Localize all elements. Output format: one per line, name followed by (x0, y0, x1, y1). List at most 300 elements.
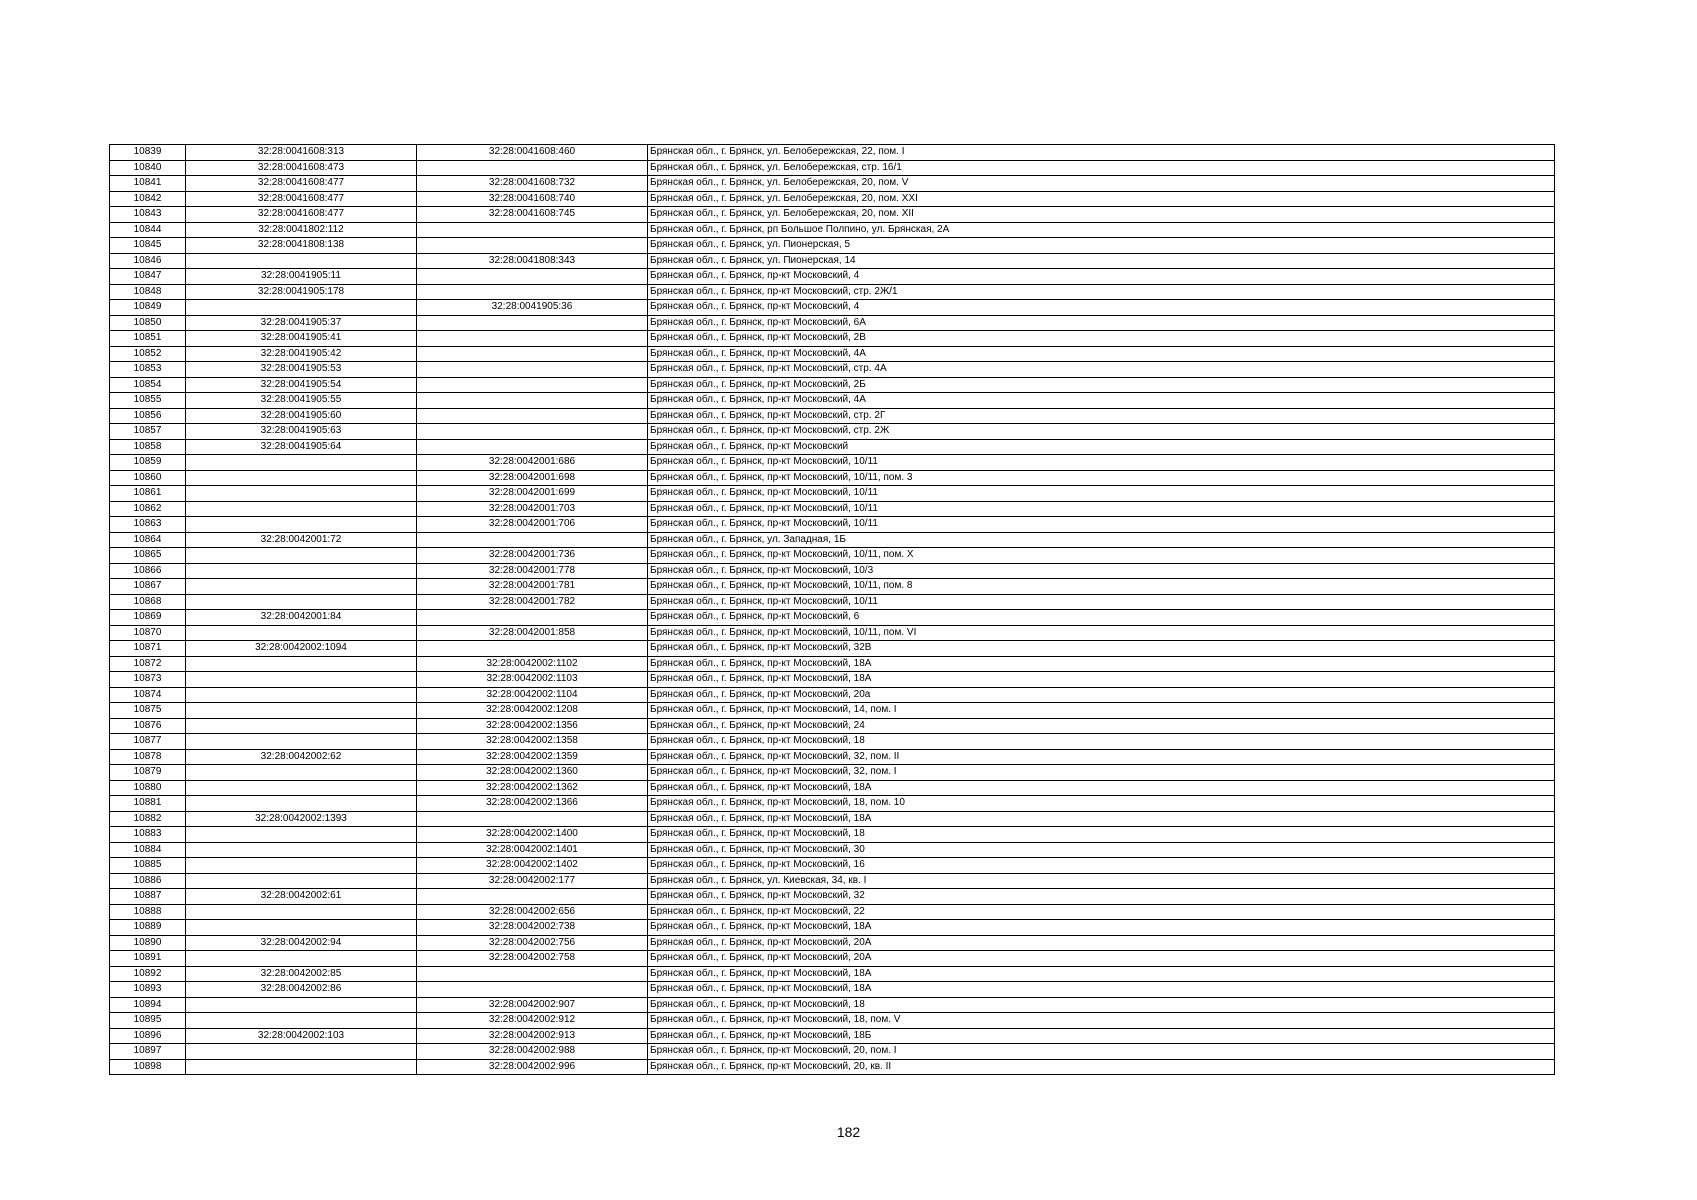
table-row (110, 889, 1555, 905)
cadastral-number-cell (186, 873, 417, 889)
address-cell: Брянская обл., г. Брянск, пр-кт Московский, 24 (648, 718, 1555, 734)
row-number-cell: 10867 (110, 579, 186, 595)
table-row (110, 1013, 1555, 1029)
table-row (110, 997, 1555, 1013)
cadastral-number-cell (186, 687, 417, 703)
address-cell: Брянская обл., г. Брянск, пр-кт Московский, 20, пом. I (648, 1044, 1555, 1060)
object-cadastral-number-cell (417, 222, 648, 238)
object-cadastral-number-cell: 32:28:0042002:1366 (417, 796, 648, 812)
table-row (110, 455, 1555, 471)
cadastral-number-cell (186, 625, 417, 641)
address-cell: Брянская обл., г. Брянск, пр-кт Московский, 32, пом. I (648, 765, 1555, 781)
address-cell: Брянская обл., г. Брянск, пр-кт Московский, 18А (648, 920, 1555, 936)
object-cadastral-number-cell (417, 346, 648, 362)
cadastral-number-cell (186, 734, 417, 750)
table-row (110, 982, 1555, 998)
table-row (110, 331, 1555, 347)
cadastral-number-cell (186, 594, 417, 610)
cadastral-number-cell: 32:28:0042002:86 (186, 982, 417, 998)
table-row (110, 191, 1555, 207)
row-number-cell: 10865 (110, 548, 186, 564)
table-row (110, 920, 1555, 936)
address-cell: Брянская обл., г. Брянск, пр-кт Московский, 18А (648, 656, 1555, 672)
table-row (110, 594, 1555, 610)
cadastral-number-cell: 32:28:0041905:37 (186, 315, 417, 331)
object-cadastral-number-cell: 32:28:0042001:686 (417, 455, 648, 471)
address-cell: Брянская обл., г. Брянск, пр-кт Московский, 18, пом. V (648, 1013, 1555, 1029)
cadastral-number-cell (186, 842, 417, 858)
row-number-cell: 10863 (110, 517, 186, 533)
object-cadastral-number-cell: 32:28:0042002:1359 (417, 749, 648, 765)
object-cadastral-number-cell: 32:28:0042002:1103 (417, 672, 648, 688)
table-row (110, 842, 1555, 858)
table-row (110, 873, 1555, 889)
table-row (110, 563, 1555, 579)
cadastral-number-cell: 32:28:0041905:60 (186, 408, 417, 424)
row-number-cell: 10852 (110, 346, 186, 362)
address-cell: Брянская обл., г. Брянск, пр-кт Московский, 20А (648, 951, 1555, 967)
cadastral-number-cell (186, 796, 417, 812)
cadastral-number-cell (186, 780, 417, 796)
row-number-cell: 10886 (110, 873, 186, 889)
row-number-cell: 10858 (110, 439, 186, 455)
address-cell: Брянская обл., г. Брянск, ул. Белобережская, стр. 16/1 (648, 160, 1555, 176)
object-cadastral-number-cell (417, 160, 648, 176)
object-cadastral-number-cell (417, 331, 648, 347)
table-row (110, 517, 1555, 533)
object-cadastral-number-cell: 32:28:0042002:996 (417, 1059, 648, 1075)
row-number-cell: 10873 (110, 672, 186, 688)
row-number-cell: 10868 (110, 594, 186, 610)
table-row (110, 532, 1555, 548)
row-number-cell: 10854 (110, 377, 186, 393)
address-cell: Брянская обл., г. Брянск, пр-кт Московский, 10/11 (648, 455, 1555, 471)
cadastral-number-cell: 32:28:0041608:313 (186, 145, 417, 161)
table-row (110, 238, 1555, 254)
row-number-cell: 10844 (110, 222, 186, 238)
address-cell: Брянская обл., г. Брянск, пр-кт Московский, 10/11 (648, 594, 1555, 610)
address-cell: Брянская обл., г. Брянск, ул. Киевская, 34, кв. I (648, 873, 1555, 889)
cadastral-number-cell: 32:28:0042002:103 (186, 1028, 417, 1044)
table-row (110, 718, 1555, 734)
row-number-cell: 10884 (110, 842, 186, 858)
row-number-cell: 10893 (110, 982, 186, 998)
cadastral-number-cell: 32:28:0041802:112 (186, 222, 417, 238)
cadastral-number-cell (186, 904, 417, 920)
address-cell: Брянская обл., г. Брянск, пр-кт Московский, стр. 4А (648, 362, 1555, 378)
table-row (110, 579, 1555, 595)
object-cadastral-number-cell (417, 610, 648, 626)
address-cell: Брянская обл., г. Брянск, пр-кт Московский, 10/11, пом. 8 (648, 579, 1555, 595)
object-cadastral-number-cell: 32:28:0042001:778 (417, 563, 648, 579)
row-number-cell: 10855 (110, 393, 186, 409)
object-cadastral-number-cell: 32:28:0042002:913 (417, 1028, 648, 1044)
table-row (110, 966, 1555, 982)
cadastral-number-cell: 32:28:0042002:85 (186, 966, 417, 982)
table-row (110, 672, 1555, 688)
table-row (110, 145, 1555, 161)
object-cadastral-number-cell: 32:28:0042002:1102 (417, 656, 648, 672)
address-cell: Брянская обл., г. Брянск, пр-кт Московский, стр. 2Ж/1 (648, 284, 1555, 300)
cadastral-number-cell: 32:28:0041905:63 (186, 424, 417, 440)
cadastral-number-cell: 32:28:0041905:55 (186, 393, 417, 409)
cadastral-number-cell: 32:28:0041608:477 (186, 207, 417, 223)
address-cell: Брянская обл., г. Брянск, пр-кт Московский, 30 (648, 842, 1555, 858)
row-number-cell: 10895 (110, 1013, 186, 1029)
object-cadastral-number-cell: 32:28:0042001:698 (417, 470, 648, 486)
address-cell: Брянская обл., г. Брянск, пр-кт Московский, 18А (648, 672, 1555, 688)
row-number-cell: 10839 (110, 145, 186, 161)
table-row (110, 734, 1555, 750)
cadastral-number-cell: 32:28:0041608:477 (186, 176, 417, 192)
cadastral-number-cell: 32:28:0041608:473 (186, 160, 417, 176)
cadastral-number-cell: 32:28:0041905:42 (186, 346, 417, 362)
address-cell: Брянская обл., г. Брянск, пр-кт Московский, 32В (648, 641, 1555, 657)
table-row (110, 284, 1555, 300)
cadastral-number-cell: 32:28:0041808:138 (186, 238, 417, 254)
row-number-cell: 10864 (110, 532, 186, 548)
table-row (110, 1059, 1555, 1075)
address-cell: Брянская обл., г. Брянск, пр-кт Московский, 4А (648, 393, 1555, 409)
table-row (110, 827, 1555, 843)
cadastral-number-cell (186, 253, 417, 269)
object-cadastral-number-cell: 32:28:0042002:738 (417, 920, 648, 936)
page-number: 182 (836, 1124, 861, 1140)
table-row (110, 749, 1555, 765)
row-number-cell: 10898 (110, 1059, 186, 1075)
table-row (110, 253, 1555, 269)
row-number-cell: 10879 (110, 765, 186, 781)
address-cell: Брянская обл., г. Брянск, пр-кт Московский (648, 439, 1555, 455)
address-cell: Брянская обл., г. Брянск, пр-кт Московский, 10/11, пом. 3 (648, 470, 1555, 486)
row-number-cell: 10856 (110, 408, 186, 424)
table-row (110, 656, 1555, 672)
address-cell: Брянская обл., г. Брянск, пр-кт Московский, 32, пом. II (648, 749, 1555, 765)
table-row (110, 1044, 1555, 1060)
row-number-cell: 10882 (110, 811, 186, 827)
row-number-cell: 10870 (110, 625, 186, 641)
cadastral-number-cell (186, 455, 417, 471)
row-number-cell: 10877 (110, 734, 186, 750)
cadastral-number-cell (186, 920, 417, 936)
cadastral-number-cell: 32:28:0042002:1393 (186, 811, 417, 827)
object-cadastral-number-cell (417, 439, 648, 455)
object-cadastral-number-cell (417, 811, 648, 827)
cadastral-number-cell (186, 951, 417, 967)
object-cadastral-number-cell: 32:28:0042001:782 (417, 594, 648, 610)
row-number-cell: 10849 (110, 300, 186, 316)
address-cell: Брянская обл., г. Брянск, пр-кт Московский, 4 (648, 269, 1555, 285)
cadastral-number-cell: 32:28:0041905:53 (186, 362, 417, 378)
address-cell: Брянская обл., г. Брянск, пр-кт Московский, 18А (648, 966, 1555, 982)
table-row (110, 300, 1555, 316)
address-cell: Брянская обл., г. Брянск, пр-кт Московский, стр. 2Ж (648, 424, 1555, 440)
row-number-cell: 10869 (110, 610, 186, 626)
table-row (110, 470, 1555, 486)
registry-table-body (110, 145, 1555, 1075)
row-number-cell: 10885 (110, 858, 186, 874)
cadastral-number-cell (186, 1059, 417, 1075)
row-number-cell: 10881 (110, 796, 186, 812)
object-cadastral-number-cell: 32:28:0042002:758 (417, 951, 648, 967)
row-number-cell: 10843 (110, 207, 186, 223)
cadastral-number-cell (186, 858, 417, 874)
table-row (110, 1028, 1555, 1044)
row-number-cell: 10875 (110, 703, 186, 719)
table-row (110, 315, 1555, 331)
address-cell: Брянская обл., г. Брянск, пр-кт Московский, 18А (648, 780, 1555, 796)
cadastral-number-cell: 32:28:0042002:61 (186, 889, 417, 905)
cadastral-number-cell (186, 1044, 417, 1060)
object-cadastral-number-cell (417, 966, 648, 982)
address-cell: Брянская обл., г. Брянск, пр-кт Московский, 14, пом. I (648, 703, 1555, 719)
table-row (110, 393, 1555, 409)
cadastral-number-cell (186, 1013, 417, 1029)
table-row (110, 858, 1555, 874)
row-number-cell: 10891 (110, 951, 186, 967)
object-cadastral-number-cell (417, 889, 648, 905)
row-number-cell: 10897 (110, 1044, 186, 1060)
table-row (110, 796, 1555, 812)
row-number-cell: 10845 (110, 238, 186, 254)
cadastral-number-cell (186, 517, 417, 533)
cadastral-number-cell (186, 300, 417, 316)
table-row (110, 439, 1555, 455)
address-cell: Брянская обл., г. Брянск, рп Большое Полпино, ул. Брянская, 2А (648, 222, 1555, 238)
object-cadastral-number-cell: 32:28:0042002:756 (417, 935, 648, 951)
object-cadastral-number-cell: 32:28:0042001:736 (417, 548, 648, 564)
cadastral-number-cell (186, 486, 417, 502)
address-cell: Брянская обл., г. Брянск, пр-кт Московский, 4А (648, 346, 1555, 362)
cadastral-number-cell: 32:28:0041905:11 (186, 269, 417, 285)
table-row (110, 811, 1555, 827)
row-number-cell: 10846 (110, 253, 186, 269)
cadastral-number-cell (186, 703, 417, 719)
address-cell: Брянская обл., г. Брянск, ул. Белобережская, 20, пом. XXI (648, 191, 1555, 207)
address-cell: Брянская обл., г. Брянск, пр-кт Московский, 10/11, пом. VI (648, 625, 1555, 641)
object-cadastral-number-cell (417, 408, 648, 424)
address-cell: Брянская обл., г. Брянск, пр-кт Московский, 18А (648, 811, 1555, 827)
cadastral-number-cell (186, 470, 417, 486)
table-row (110, 269, 1555, 285)
table-row (110, 424, 1555, 440)
object-cadastral-number-cell: 32:28:0042001:706 (417, 517, 648, 533)
row-number-cell: 10871 (110, 641, 186, 657)
cadastral-number-cell (186, 548, 417, 564)
object-cadastral-number-cell: 32:28:0041608:740 (417, 191, 648, 207)
table-row (110, 703, 1555, 719)
row-number-cell: 10874 (110, 687, 186, 703)
cadastral-number-cell (186, 765, 417, 781)
address-cell: Брянская обл., г. Брянск, ул. Белобережская, 20, пом. XII (648, 207, 1555, 223)
address-cell: Брянская обл., г. Брянск, пр-кт Московский, 18А (648, 982, 1555, 998)
address-cell: Брянская обл., г. Брянск, пр-кт Московский, 10/3 (648, 563, 1555, 579)
address-cell: Брянская обл., г. Брянск, пр-кт Московский, 18 (648, 827, 1555, 843)
object-cadastral-number-cell: 32:28:0042002:1360 (417, 765, 648, 781)
cadastral-number-cell: 32:28:0041905:178 (186, 284, 417, 300)
cadastral-number-cell (186, 563, 417, 579)
address-cell: Брянская обл., г. Брянск, пр-кт Московский, 18Б (648, 1028, 1555, 1044)
cadastral-number-cell: 32:28:0041905:54 (186, 377, 417, 393)
address-cell: Брянская обл., г. Брянск, пр-кт Московский, 18, пом. 10 (648, 796, 1555, 812)
object-cadastral-number-cell: 32:28:0041608:460 (417, 145, 648, 161)
row-number-cell: 10853 (110, 362, 186, 378)
table-row (110, 222, 1555, 238)
object-cadastral-number-cell: 32:28:0042001:703 (417, 501, 648, 517)
address-cell: Брянская обл., г. Брянск, пр-кт Московский, 6А (648, 315, 1555, 331)
object-cadastral-number-cell (417, 424, 648, 440)
row-number-cell: 10888 (110, 904, 186, 920)
object-cadastral-number-cell: 32:28:0042001:699 (417, 486, 648, 502)
table-row (110, 377, 1555, 393)
object-cadastral-number-cell (417, 982, 648, 998)
row-number-cell: 10872 (110, 656, 186, 672)
row-number-cell: 10890 (110, 935, 186, 951)
address-cell: Брянская обл., г. Брянск, ул. Пионерская, 5 (648, 238, 1555, 254)
table-row (110, 362, 1555, 378)
cadastral-number-cell (186, 656, 417, 672)
object-cadastral-number-cell: 32:28:0041808:343 (417, 253, 648, 269)
object-cadastral-number-cell: 32:28:0041608:732 (417, 176, 648, 192)
row-number-cell: 10857 (110, 424, 186, 440)
cadastral-number-cell: 32:28:0041905:64 (186, 439, 417, 455)
object-cadastral-number-cell (417, 377, 648, 393)
address-cell: Брянская обл., г. Брянск, пр-кт Московский, 20А (648, 935, 1555, 951)
address-cell: Брянская обл., г. Брянск, ул. Белобережская, 20, пом. V (648, 176, 1555, 192)
table-row (110, 687, 1555, 703)
address-cell: Брянская обл., г. Брянск, пр-кт Московский, 22 (648, 904, 1555, 920)
row-number-cell: 10889 (110, 920, 186, 936)
object-cadastral-number-cell: 32:28:0042002:988 (417, 1044, 648, 1060)
address-cell: Брянская обл., г. Брянск, пр-кт Московский, 2Б (648, 377, 1555, 393)
row-number-cell: 10883 (110, 827, 186, 843)
row-number-cell: 10848 (110, 284, 186, 300)
row-number-cell: 10850 (110, 315, 186, 331)
address-cell: Брянская обл., г. Брянск, пр-кт Московский, 18 (648, 734, 1555, 750)
address-cell: Брянская обл., г. Брянск, пр-кт Московский, 2В (648, 331, 1555, 347)
object-cadastral-number-cell: 32:28:0042002:656 (417, 904, 648, 920)
row-number-cell: 10859 (110, 455, 186, 471)
address-cell: Брянская обл., г. Брянск, пр-кт Московский, стр. 2Г (648, 408, 1555, 424)
table-row (110, 346, 1555, 362)
address-cell: Брянская обл., г. Брянск, ул. Западная, 1Б (648, 532, 1555, 548)
row-number-cell: 10841 (110, 176, 186, 192)
object-cadastral-number-cell: 32:28:0042002:907 (417, 997, 648, 1013)
table-row (110, 641, 1555, 657)
row-number-cell: 10840 (110, 160, 186, 176)
cadastral-number-cell: 32:28:0042002:94 (186, 935, 417, 951)
object-cadastral-number-cell: 32:28:0042002:1104 (417, 687, 648, 703)
table-row (110, 935, 1555, 951)
cadastral-number-cell: 32:28:0041608:477 (186, 191, 417, 207)
cadastral-number-cell (186, 997, 417, 1013)
registry-table (109, 144, 1555, 1075)
object-cadastral-number-cell: 32:28:0042002:1356 (417, 718, 648, 734)
object-cadastral-number-cell (417, 393, 648, 409)
table-row (110, 160, 1555, 176)
object-cadastral-number-cell (417, 315, 648, 331)
cadastral-number-cell (186, 827, 417, 843)
address-cell: Брянская обл., г. Брянск, ул. Пионерская, 14 (648, 253, 1555, 269)
row-number-cell: 10851 (110, 331, 186, 347)
cadastral-number-cell: 32:28:0042002:62 (186, 749, 417, 765)
table-row (110, 207, 1555, 223)
row-number-cell: 10878 (110, 749, 186, 765)
object-cadastral-number-cell: 32:28:0042001:858 (417, 625, 648, 641)
table-row (110, 486, 1555, 502)
row-number-cell: 10876 (110, 718, 186, 734)
object-cadastral-number-cell: 32:28:0042002:1402 (417, 858, 648, 874)
address-cell: Брянская обл., г. Брянск, пр-кт Московский, 32 (648, 889, 1555, 905)
address-cell: Брянская обл., г. Брянск, пр-кт Московский, 16 (648, 858, 1555, 874)
table-row (110, 625, 1555, 641)
table-row (110, 408, 1555, 424)
table-row (110, 951, 1555, 967)
cadastral-number-cell: 32:28:0042002:1094 (186, 641, 417, 657)
object-cadastral-number-cell (417, 269, 648, 285)
table-row (110, 610, 1555, 626)
object-cadastral-number-cell: 32:28:0041608:745 (417, 207, 648, 223)
table-row (110, 501, 1555, 517)
cadastral-number-cell: 32:28:0042001:84 (186, 610, 417, 626)
row-number-cell: 10887 (110, 889, 186, 905)
address-cell: Брянская обл., г. Брянск, пр-кт Московский, 6 (648, 610, 1555, 626)
object-cadastral-number-cell: 32:28:0042002:912 (417, 1013, 648, 1029)
address-cell: Брянская обл., г. Брянск, пр-кт Московский, 10/11 (648, 517, 1555, 533)
address-cell: Брянская обл., г. Брянск, пр-кт Московский, 10/11 (648, 486, 1555, 502)
address-cell: Брянская обл., г. Брянск, пр-кт Московский, 20а (648, 687, 1555, 703)
row-number-cell: 10847 (110, 269, 186, 285)
object-cadastral-number-cell: 32:28:0042002:1400 (417, 827, 648, 843)
cadastral-number-cell (186, 579, 417, 595)
row-number-cell: 10862 (110, 501, 186, 517)
row-number-cell: 10894 (110, 997, 186, 1013)
table-row (110, 780, 1555, 796)
object-cadastral-number-cell (417, 362, 648, 378)
cadastral-number-cell (186, 501, 417, 517)
object-cadastral-number-cell: 32:28:0042002:1358 (417, 734, 648, 750)
object-cadastral-number-cell: 32:28:0041905:36 (417, 300, 648, 316)
row-number-cell: 10860 (110, 470, 186, 486)
cadastral-number-cell (186, 718, 417, 734)
row-number-cell: 10880 (110, 780, 186, 796)
address-cell: Брянская обл., г. Брянск, пр-кт Московский, 18 (648, 997, 1555, 1013)
object-cadastral-number-cell (417, 284, 648, 300)
cadastral-number-cell: 32:28:0041905:41 (186, 331, 417, 347)
cadastral-number-cell (186, 672, 417, 688)
row-number-cell: 10842 (110, 191, 186, 207)
cadastral-number-cell: 32:28:0042001:72 (186, 532, 417, 548)
row-number-cell: 10861 (110, 486, 186, 502)
address-cell: Брянская обл., г. Брянск, пр-кт Московский, 10/11, пом. X (648, 548, 1555, 564)
object-cadastral-number-cell: 32:28:0042002:1401 (417, 842, 648, 858)
table-row (110, 904, 1555, 920)
object-cadastral-number-cell: 32:28:0042001:781 (417, 579, 648, 595)
address-cell: Брянская обл., г. Брянск, пр-кт Московский, 20, кв. II (648, 1059, 1555, 1075)
row-number-cell: 10896 (110, 1028, 186, 1044)
table-row (110, 176, 1555, 192)
table-row (110, 548, 1555, 564)
object-cadastral-number-cell: 32:28:0042002:1208 (417, 703, 648, 719)
row-number-cell: 10866 (110, 563, 186, 579)
address-cell: Брянская обл., г. Брянск, пр-кт Московский, 4 (648, 300, 1555, 316)
row-number-cell: 10892 (110, 966, 186, 982)
address-cell: Брянская обл., г. Брянск, пр-кт Московский, 10/11 (648, 501, 1555, 517)
table-row (110, 765, 1555, 781)
object-cadastral-number-cell: 32:28:0042002:177 (417, 873, 648, 889)
object-cadastral-number-cell: 32:28:0042002:1362 (417, 780, 648, 796)
object-cadastral-number-cell (417, 532, 648, 548)
